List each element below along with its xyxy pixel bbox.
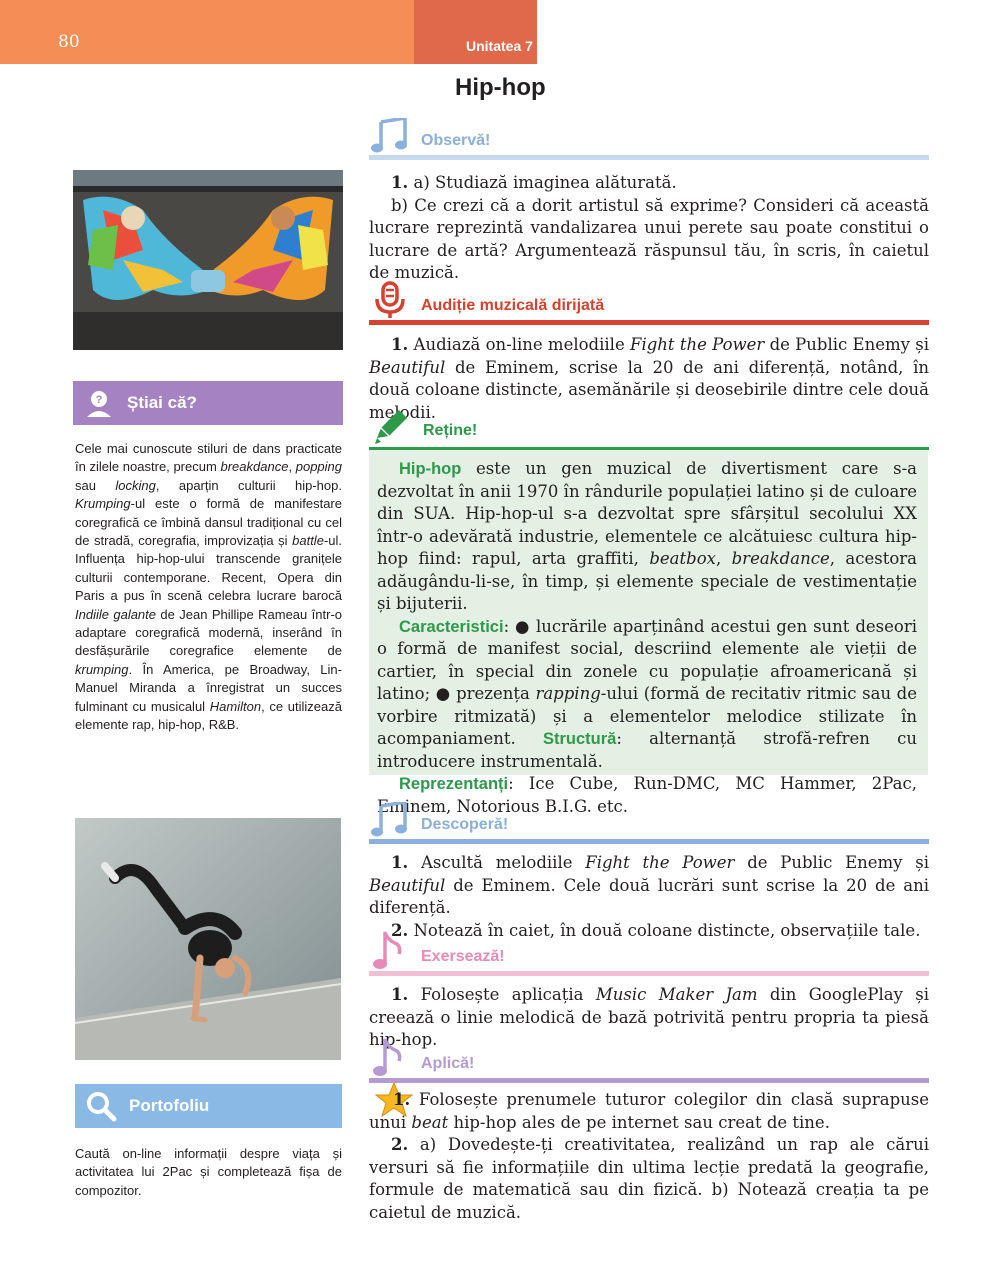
stiai-t4: , aparțin culturii hip-hop. [155, 477, 342, 493]
descopera-rule [369, 839, 929, 844]
graffiti-photo [73, 170, 343, 350]
descopera-t1b: de Public Enemy și [734, 853, 929, 872]
retine-p1a: este un gen muzical de divertisment care s-a dezvoltat în anii 1970 în rândurile populației latino și de culoare din SUA. Hip-hop-ul s-a dezvoltat spre sfârșitul secolului XX într-o adevărată industrie, elementele ce alcătuiesc cultura hip-hop fiind: rapul, arta graffiti, [377, 459, 917, 568]
music-note-icon [371, 118, 411, 154]
descopera-n2: 2. [391, 920, 409, 940]
stiai-i4: Krumping [75, 496, 131, 512]
auditie-label: Audiție muzicală dirijată [421, 297, 605, 314]
descopera-text [369, 852, 929, 942]
exerseaza-text [369, 984, 929, 1052]
retine-p1b: , [715, 549, 732, 568]
descopera-i1: Fight the Power [585, 853, 735, 872]
exerseaza-label: Exersează! [421, 948, 505, 965]
aplica-t2: a) Dovedește-ți creativitatea, realizând un rap ale cărui versuri să fie informațiile din ultima lecție predată la geografie, formule de matematică sau din fizică. b) Notează creația ta pe caietul de muzică. [369, 1135, 929, 1222]
retine-p1-i2: breakdance [731, 549, 830, 568]
stiai-i6: Indiile galante [75, 606, 157, 622]
descopera-n1: 1. [391, 853, 409, 872]
stiai-t8: . În America, pe Broadway, Lin-Manuel Miranda a înregistrat un succes fulminant cu musicalul [75, 661, 342, 714]
stiai-t7: de Jean Phillipe Rameau într-o adaptare coregrafică modernă, inserând în desfășurările coregrafice elemente de [75, 606, 342, 659]
aplica-text [369, 1089, 929, 1224]
descopera-label: Descoperă! [421, 816, 509, 833]
retine-heading [369, 410, 929, 450]
exerseaza-t2: din GooglePlay și creează o linie melodică de bază potrivită pentru propria ta piesă hip-hop. [369, 985, 929, 1049]
aplica-t1a: Folosește prenumele tuturor colegilor din clasă suprapuse unui [369, 1090, 930, 1132]
descopera-t1a: Ascultă melodiile [420, 853, 586, 872]
exerseaza-heading [369, 936, 929, 976]
auditie-i1: Fight the Power [630, 335, 765, 354]
stiai-i7: krumping [75, 661, 129, 677]
descopera-i2: Beautiful [369, 875, 446, 895]
retine-repr-label: Reprezentanți [399, 775, 509, 793]
header-bar-right [414, 0, 537, 64]
stiai-i5: battle [292, 533, 324, 549]
exerseaza-i1: Music Maker Jam [595, 985, 758, 1004]
stiai-i2: popping [295, 459, 343, 475]
page-number: 80 [58, 32, 80, 52]
descopera-t2: Notează în caiet, în două coloane distincte, observațiile tale. [413, 920, 921, 940]
retine-p3: : Ice Cube, Run-DMC, MC Hammer, 2Pac, Eminem, Notorious B.I.G. etc. [377, 774, 917, 816]
stiai-heading [73, 381, 343, 425]
stiai-t1: Cele mai cunoscute stiluri de dans practicate în zilele noastre, precum [75, 441, 342, 475]
retine-p2-i: rapping [535, 684, 601, 703]
aplica-label: Aplică! [421, 1055, 475, 1072]
stiai-t9: , ce utilizează elemente rap, hip-hop, R&B. [75, 698, 342, 733]
retine-hiphop-term: Hip-hop [399, 460, 462, 478]
stiai-t3: sau [75, 477, 116, 493]
auditie-heading [369, 285, 929, 325]
observa-p1: a) Studiază imaginea alăturată. [413, 173, 677, 192]
exerseaza-num: 1. [391, 985, 409, 1004]
page-title: Hip-hop [455, 74, 546, 101]
eighth-note-icon [371, 930, 407, 970]
auditie-t1: Audiază on-line melodiile [413, 335, 630, 354]
retine-rule [369, 447, 929, 450]
svg-text:?: ? [95, 394, 103, 406]
retine-label: Reține! [423, 422, 478, 439]
portofoliu-text: Caută on-line informații despre viața și activitatea lui 2Pac și completează fișa de compozitor. [75, 1146, 342, 1198]
auditie-t3: de Eminem, scrise la 20 de ani diferență, notând, în două coloane distincte, asemănările și deosebirile dintre cele două melodii. [369, 357, 929, 422]
retine-struct-label: Structură [542, 730, 617, 748]
stiai-t6: -ul. Influența hip-hop-ului transcende granițele culturii contemporane. Recent, Opera din Paris a pus în scenă celebra lucrare barocă [75, 533, 342, 604]
auditie-t2: de Public Enemy și [764, 335, 929, 354]
retine-p2c: : alternanță strofă-refren cu introducere instrumentală. [377, 729, 917, 771]
eighth-note-icon [371, 1037, 407, 1077]
retine-p1-i1: beatbox [649, 549, 716, 568]
observa-heading [369, 120, 929, 160]
auditie-rule [369, 320, 929, 325]
observa-rule [369, 155, 929, 160]
auditie-num: 1. [391, 335, 409, 354]
retine-text [377, 458, 917, 818]
portofoliu-heading [75, 1084, 342, 1128]
descopera-heading [369, 804, 929, 844]
exerseaza-t1: Folosește aplicația [420, 985, 596, 1004]
music-note-icon [371, 802, 411, 838]
exerseaza-rule [369, 971, 929, 976]
descopera-t1c: de Eminem. Cele două lucrări sunt scrise la 20 de ani diferență. [369, 875, 929, 917]
magnifier-icon [85, 1090, 117, 1122]
stiai-i8: Hamilton [209, 698, 262, 714]
stiai-t2: , [288, 459, 296, 475]
observa-text [369, 172, 929, 285]
retine-p1c: , acestora adăugându-li-se, în timp, și elemente speciale de vestimentație și bijuterii. [377, 549, 917, 613]
aplica-heading [369, 1043, 929, 1083]
portofoliu-label: Portofoliu [129, 1096, 210, 1115]
unit-label: Unitatea 7 [466, 38, 533, 54]
pencil-icon [371, 408, 411, 444]
stiai-t5: -ul este o formă de manifestare coregrafică ce îmbină dansul tradițional cu cel de stradă, coregrafia, improvizația și [75, 496, 342, 549]
stiai-text [75, 440, 342, 735]
stiai-i1: breakdance [220, 459, 289, 475]
retine-p2a: : ● lucrările aparținând acestui gen sunt deseori o formă de manifest social, descriind elemente ale vieții de cartier, în special din zonele cu populație afroamericană și latino; ● prezența [377, 616, 917, 703]
aplica-rule [369, 1078, 929, 1083]
observa-label: Observă! [421, 132, 491, 149]
microphone-icon [371, 281, 411, 319]
auditie-i2: Beautiful [369, 357, 446, 377]
stiai-i3: locking [115, 477, 156, 493]
breakdancer-photo [75, 818, 341, 1060]
person-question-icon [85, 389, 113, 417]
retine-carac-label: Caracteristici [399, 617, 504, 636]
observa-num: 1. [391, 173, 409, 192]
stiai-label: Știai că? [127, 393, 197, 412]
aplica-n2: 2. [391, 1135, 409, 1154]
retine-p2b: -ului (formă de recitativ ritmic sau de vorbire ritmizată) și a elementelor melodice stilizate în acompaniament. [377, 684, 917, 748]
aplica-t1b: hip-hop ales de pe internet sau creat de tine. [448, 1112, 830, 1132]
aplica-i1: beat [411, 1112, 449, 1132]
observa-p2: b) Ce crezi că a dorit artistul să exprime? Consideri că această lucrare reprezintă vandalizarea unui perete sau poate constitui o lucrare de artă? Argumentează răspunsul tău, în scris, în caietul de muzică. [369, 195, 929, 282]
aplica-n1: 1. [393, 1090, 411, 1109]
